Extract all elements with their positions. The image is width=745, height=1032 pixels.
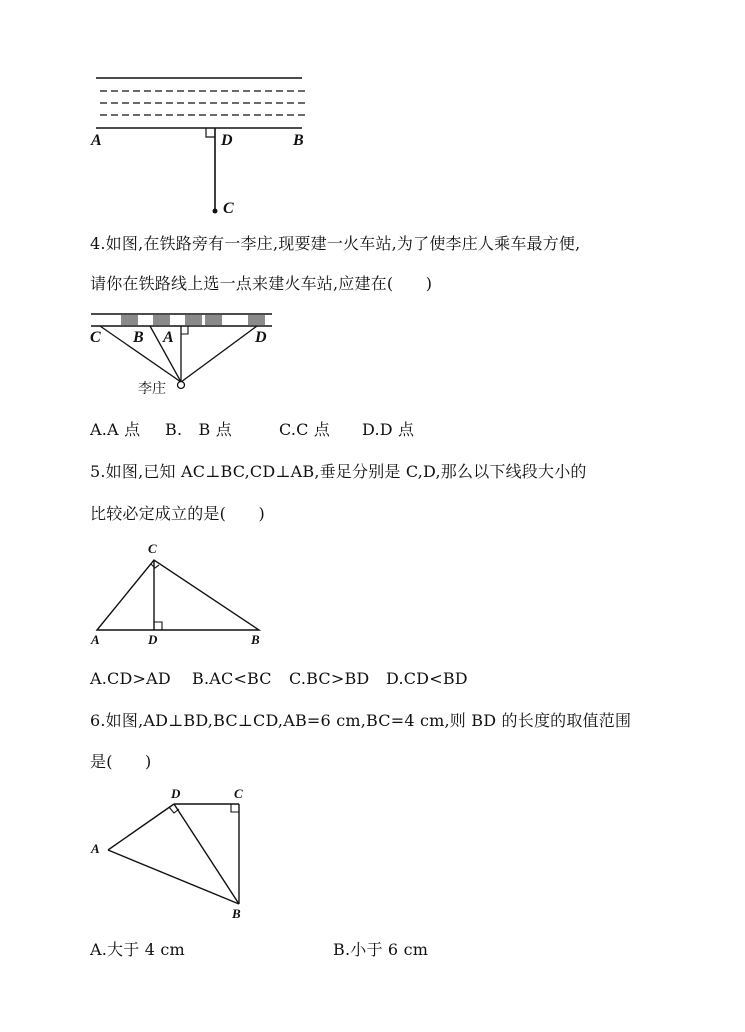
label-point-b: B: [251, 632, 260, 647]
label-point-a: A: [163, 329, 174, 346]
question-4-option-a: A.A 点: [90, 420, 141, 439]
question-6-text-line1: 6.如图,AD⊥BD,BC⊥CD,AB=6 cm,BC=4 cm,则 BD 的长度的取值范围: [90, 711, 632, 730]
question-4-text-line2: 请你在铁路线上选一点来建火车站,应建在( ): [90, 274, 433, 293]
label-point-a: A: [91, 632, 100, 647]
label-point-d: D: [171, 786, 181, 801]
label-point-b: B: [293, 132, 304, 149]
label-point-c: C: [234, 786, 243, 801]
question-4-text-line1: 4.如图,在铁路旁有一李庄,现要建一火车站,为了使李庄人乘车最方便,: [90, 234, 581, 253]
question-4-option-d: D.D 点: [362, 420, 415, 439]
label-point-b: B: [232, 906, 241, 921]
question-5-option-d: D.CD<BD: [386, 669, 468, 688]
question-5-option-a: A.CD>AD: [90, 669, 171, 688]
label-point-c: C: [90, 329, 101, 346]
label-village: 李庄: [138, 381, 166, 397]
label-point-c: C: [148, 541, 157, 556]
question-6-text-line2: 是( ): [90, 752, 152, 771]
question-6-option-b: B.小于 6 cm: [333, 940, 429, 959]
question-5-option-c: C.BC>BD: [289, 669, 370, 688]
label-point-d: D: [148, 632, 158, 647]
question-4-option-c: C.C 点: [279, 420, 331, 439]
question-5-option-b: B.AC<BC: [192, 669, 272, 688]
question-6-option-a: A.大于 4 cm: [90, 940, 185, 959]
label-point-b: B: [133, 329, 144, 346]
label-point-d: D: [221, 132, 233, 149]
label-point-c: C: [223, 200, 234, 217]
question-4-option-b: B. B 点: [165, 420, 232, 439]
label-point-a: A: [91, 841, 100, 856]
question-5-text-line1: 5.如图,已知 AC⊥BC,CD⊥AB,垂足分别是 C,D,那么以下线段大小的: [90, 462, 587, 481]
question-5-text-line2: 比较必定成立的是( ): [90, 504, 265, 523]
label-point-d: D: [255, 329, 267, 346]
label-point-a: A: [91, 132, 102, 149]
